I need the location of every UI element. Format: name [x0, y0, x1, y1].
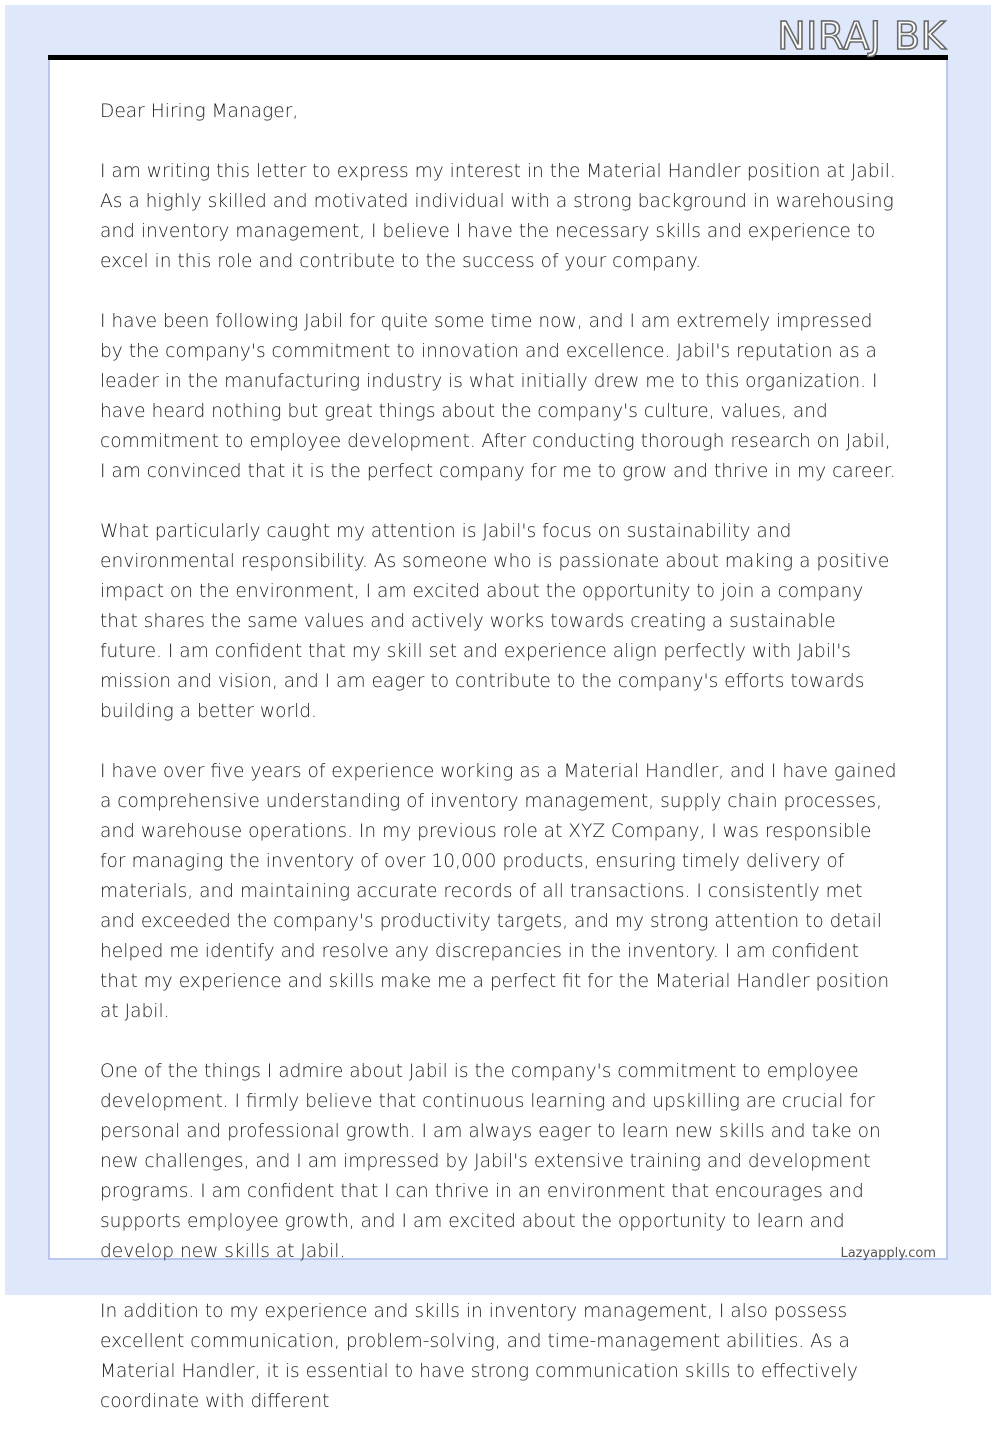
letter-paragraph: I am writing this letter to express my interest in the Material Handler position at Jabil. As a highly skilled and motivated individual with a strong background in warehousing and inventory management, I believe I have the necessary skills and experience to excel in this role and contribute to the success of your company.	[100, 161, 896, 272]
watermark-text: Lazyapply.com	[840, 1246, 936, 1261]
letter-paragraph: I have over five years of experience working as a Material Handler, and I have gained a comprehensive understanding of inventory management, supply chain processes, and warehouse operations. In my previous role at XYZ Company, I was responsible for managing the inventory of over 10,000 products, ensuring timely delivery of materials, and maintaining accurate records of all transactions. I consistently met and exceeded the company's productivity targets, and my strong attention to detail helped me identify and resolve any discrepancies in the inventory. I am confident that my experience and skills make me a perfect fit for the Material Handler position at Jabil.	[100, 761, 897, 1022]
letter-paragraph: I have been following Jabil for quite some time now, and I am extremely impressed by the company's commitment to innovation and excellence. Jabil's reputation as a leader in the manufacturing industry is what initially drew me to this organization. I have heard nothing but great things about the company's culture, values, and commitment to employee development. After conducting thorough research on Jabil, I am convinced that it is the perfect company for me to grow and thrive in my career.	[100, 311, 896, 482]
letter-paragraph: One of the things I admire about Jabil is the company's commitment to employee development. I firmly believe that continuous learning and upskilling are crucial for personal and professional growth. I am always eager to learn new skills and take on new challenges, and I am impressed by Jabil's extensive training and development programs. I am confident that I can thrive in an environment that encourages and supports employee growth, and I am excited about the opportunity to learn and develop new skills at Jabil.	[100, 1061, 881, 1262]
applicant-name: NIRAJ BK	[777, 14, 946, 58]
letter-paragraph: What particularly caught my attention is Jabil's focus on sustainability and environmental responsibility. As someone who is passionate about making a positive impact on the environment, I am excited about the opportunity to join a company that shares the same values and actively works towards creating a sustainable future. I am confident that my skill set and experience align perfectly with Jabil's mission and vision, and I am eager to contribute to the company's efforts towards building a better world.	[100, 521, 890, 722]
cover-letter-body	[100, 97, 900, 1447]
letter-greeting: Dear Hiring Manager,	[100, 101, 299, 122]
letter-paragraph: In addition to my experience and skills in inventory management, I also possess excellent communication, problem-solving, and time-management abilities. As a Material Handler, it is essential to have strong communication skills to effectively coordinate with different	[100, 1301, 858, 1412]
